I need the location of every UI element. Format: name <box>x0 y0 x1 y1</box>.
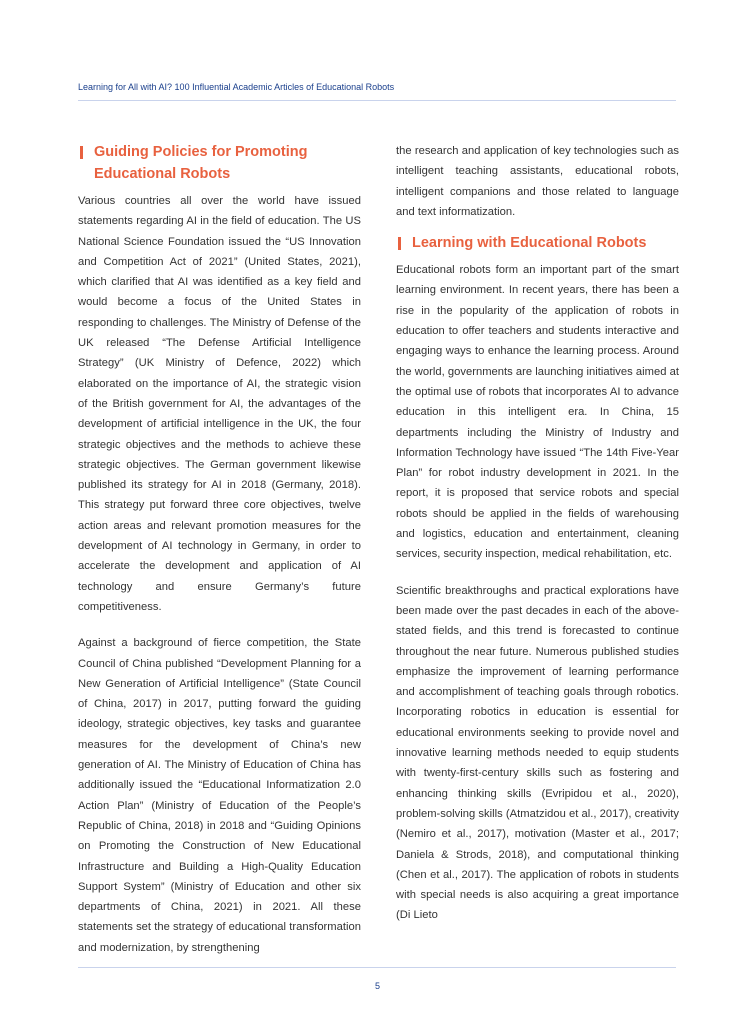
body-paragraph: Against a background of fierce competition, the State Council of China published “Development Planning for a New Generation of Artificial Intelligence” (State Council of China, 2017) in 2017, putting forward the guiding ideology, strategic objectives, key tasks and guarantee measures for the development of China’s new generation of AI. The Ministry of Education of China has additionally issued the “Educational Informatization 2.0 Action Plan” (Ministry of Education of the People’s Republic of China, 2018) in 2018 and “Guiding Opinions on Promoting the Construction of New Educational Infrastructure and Building a High-Quality Education Support System” (Ministry of Education and other six departments of China, 2021) in 2021. All these statements set the strategy of educational transformation and modernization, by strengthening <box>78 637 361 954</box>
body-paragraph: Educational robots form an important part of the smart learning environment. In recent years, there has been a rise in the popularity of the application of robots in education to offer teachers and students interactive and engaging ways to enhance the learning process. Around the world, governments are launching initiatives aimed at the optimal use of robots that incorporates AI to advance education in this intelligent era. In China, 15 departments including the Ministry of Industry and Information Technology have issued “The 14th Five-Year Plan” for robot industry development in 2021. In the report, it is proposed that service robots and special robots should be applied in the fields of warehousing and logistics, education and entertainment, cleaning services, security inspection, medical rehabilitation, etc. <box>396 264 679 561</box>
right-column <box>396 141 679 942</box>
heading-accent-bar <box>80 146 83 159</box>
section-heading-learning-with-robots <box>396 232 679 254</box>
footer-divider <box>78 967 676 968</box>
header-divider <box>78 100 676 101</box>
left-column <box>78 141 361 974</box>
running-header-title: Learning for All with AI? 100 Influential Academic Articles of Educational Robots <box>78 82 395 92</box>
section-heading-text: Learning with Educational Robots <box>412 235 647 252</box>
body-paragraph: Scientific breakthroughs and practical explorations have been made over the past decades in each of the above-stated fields, and this trend is forecasted to continue throughout the near future. Numerous published studies emphasize the improvement of learning performance and accomplishment of teaching goals through robotics. Incorporating robotics in education is essential for educational environments seeking to provide novel and innovative learning methods needed to equip students with twenty-first-century skills such as fostering and enhancing thinking skills (Evripidou et al., 2020), problem-solving skills (Atmatzidou et al., 2017), creativity (Nemiro et al., 2017), motivation (Master et al., 2017; Daniela & Strods, 2018), and computational thinking (Chen et al., 2017). The application of robots in students with special needs is also acquiring a great importance (Di Lieto <box>396 584 679 922</box>
page-number: 5 <box>374 981 380 991</box>
heading-accent-bar <box>398 237 401 250</box>
body-paragraph-continued: the research and application of key technologies such as intelligent teaching assistants, educational robots, intelligent companions and those related to language and text informatization. <box>396 145 679 218</box>
body-paragraph: Various countries all over the world have issued statements regarding AI in the field of education. The US National Science Foundation issued the “US Innovation and Competition Act of 2021” (United States, 2021), which clarified that AI was identified as a key field and would become a focus of the United States in responding to challenges. The Ministry of Defense of the UK released “The Defense Artificial Intelligence Strategy” (UK Ministry of Defence, 2022) which elaborated on the importance of AI, the strategic vision of the British government for AI, the advantages of the development of artificial intelligence in the UK, the four strategic objectives and the methods to achieve these strategic objectives. The German government likewise published its strategy for AI in 2018 (Germany, 2018). This strategy put forward three core objectives, twelve action areas and relevant promotion measures for the development of AI technology in Germany, in order to accelerate the development and application of AI technology and ensure Germany’s future competitiveness. <box>78 195 361 613</box>
section-heading-guiding-policies <box>78 141 361 185</box>
section-heading-text: Guiding Policies for Promoting Educational Robots <box>94 144 308 182</box>
